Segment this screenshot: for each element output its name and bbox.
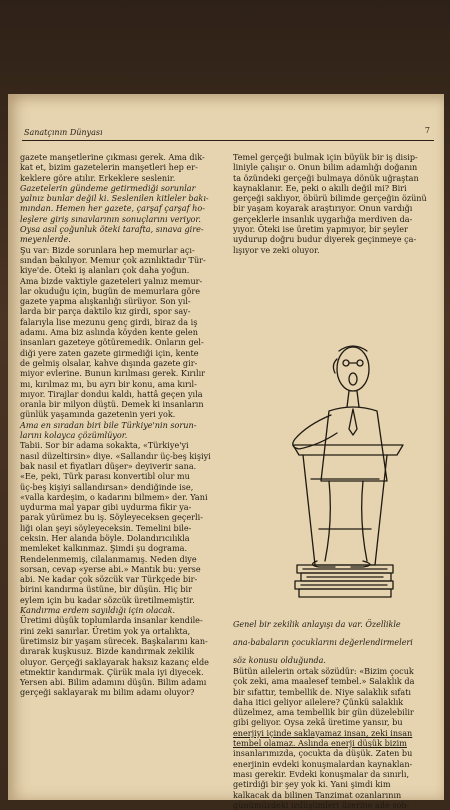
left-column-line: birini kandırma üstüne, bir düşün. Hiç bir (20, 584, 192, 595)
left-column-line: adamı. Ama biz aslında köyden kente gelen (20, 327, 198, 338)
left-column-line: Gazetelerin gündeme getirmediği sorunlar (20, 182, 196, 193)
left-column-line: sından bakılıyor. Memur çok azınlıktadır Tür- (20, 254, 206, 265)
left-column-line: larda bir parça daktilo kız girdi, spor say- (20, 306, 191, 317)
left-column-line: kiye'de. Öteki iş alanları çok daha yoğun. (20, 265, 190, 276)
left-column-line: «Ee, peki, Türk parası konvertibl olur mu (20, 471, 190, 482)
left-column-line: mıyor. Tirajlar donduı kaldı, hattâ geçen yıla (20, 388, 203, 399)
left-column-line: sorsan, cevap «yerse abi.» Mantık bu: yerse (20, 563, 201, 574)
left-column-line: Şu var: Bizde sorunlara hep memurlar açı- (20, 244, 195, 255)
caption-line: ana-babaların çocuklarını değerlendirmeleri (233, 638, 413, 648)
left-column-line: nasıl düzeltirsin» diye. «Sallandır üç-beş kişiyi (20, 450, 211, 461)
right-column-bottom-line: kalkacak da bilinen Tanzimat ozanlarının (233, 789, 402, 800)
left-column-line: günlük yaşamında gazetenin yeri yok. (20, 409, 176, 420)
left-column-line: memleket kalkınmaz. Şimdi şu dograma. (20, 543, 188, 554)
left-column-line: leşlere giriş sınavlarının sonuçlarını veriyor. (20, 213, 201, 224)
left-column-line: diği yere zaten gazete girmediği için, kente (20, 347, 199, 358)
right-column-bottom-line: Bütün ailelerin ortak sözüdür: «Bizim çocuk (233, 666, 414, 676)
left-column-line: gerçeği saklayarak mı bilim adamı oluyor? (20, 687, 195, 698)
cartoon-illustration (233, 329, 433, 609)
left-column-line: Rendelenmemiş, cilalanmamış. Neden diye (20, 553, 197, 564)
right-column-bottom-line: gibi geliyor. Oysa zekâ üretime yansır, bu (233, 717, 403, 728)
right-column-top-line: ta özündeki gerçeği bulmaya dönük uğraştan (233, 172, 419, 183)
caption-line: Genel bir zekilik anlayışı da var. Özellikle (233, 620, 401, 629)
left-column-line: insanları gazeteye götüremedik. Onların gel- (20, 337, 204, 348)
left-column-line: dırarak kuşkusuz. Bizde kandırmak zekilik (20, 646, 195, 657)
left-column-line: Tabii. Sor bir adama sokakta, «Türkiye'yi (20, 440, 189, 451)
left-column-line: üretimsiz bir yaşam sürecek. Başkalarını kan- (20, 635, 208, 646)
cartoon-man-at-podium-icon (233, 329, 433, 609)
right-column-top-line: bir yaşam koyarak araştırıyor. Onun vardığı (233, 203, 413, 214)
right-column-top-line: yıyor. Öteki ise üretim yapmıyor, bir şeyler (233, 224, 408, 235)
left-column-line: falarıyla lise mezunu genç girdi, biraz da iş (20, 316, 198, 327)
left-column-line: üç-beş kişiyi sallandırsan» dendiğinde ise, (20, 481, 194, 492)
left-column-line: miyor evlerine. Bunun kırılması gerek. Kırılır (20, 368, 206, 379)
left-column-line: rini zeki sanırlar. Üretim yok ya ortalıkta, (20, 625, 191, 636)
caption-line: söz konusu olduğunda. (233, 656, 326, 666)
right-column-bottom-line: bir sıfattır, tembellik de. Niye salaklık sıfatı (233, 686, 412, 697)
right-column-bottom-line: ması gerekir. Evdeki konuşmalar da sınırlı, (233, 768, 410, 779)
left-column-line: Ama en sıradan biri bile Türkiye'nin sorun- (20, 419, 197, 430)
left-column-line: oluyor. Gerçeği saklayarak haksız kazanç elde (20, 656, 209, 667)
left-column-line: keklere göre atılır. Erkeklere seslenir. (20, 172, 176, 183)
right-column-bottom (233, 666, 433, 810)
left-column-line: «valla kardeşim, o kadarını bilmem» der. Yani (20, 491, 208, 502)
right-column-top-line: Temel gerçeği bulmak için büyük bir iş disip- (233, 152, 418, 162)
right-column-top-line: lışıyor ve zeki oluyor. (233, 244, 320, 255)
left-column-line: oranla bir milyon düştü. Demek ki insanların (20, 399, 204, 410)
left-column-line: parak yürümez bu iş. Söyleyeceksen geçerli- (20, 512, 203, 523)
left-column-line: liği olan şeyi söyleyeceksin. Temelini bile- (20, 522, 192, 533)
right-column-bottom-line: günümüzdeki izdüşümleri üzerine aile soh- (233, 799, 410, 810)
running-title: Sanatçının Dünyası (24, 128, 103, 137)
magazine-page (8, 94, 444, 810)
right-column-bottom-line: düzelmez, ama tembellik bir gün düzelebilir (233, 707, 414, 718)
left-column-line: etmektir kandırmak. Çürük mala iyi diyecek. (20, 666, 204, 677)
left-column-line: mından. Hemen her gazete, çarşaf çarşaf ho- (20, 203, 206, 214)
left-column-line: Üretimi düşük toplumlarda insanlar kendile- (20, 615, 203, 626)
right-column-top (233, 152, 433, 255)
right-column-bottom-line: enerjiyi içinde saklayamaz insan, zeki insan (233, 727, 413, 738)
right-column-bottom-line: daha itici geliyor ailelere? Çünkü salaklık (233, 696, 404, 707)
left-column-line: Kandırma erdem sayıldığı için olacak. (20, 605, 176, 616)
right-column-top-line: liniyle çalışır o. Onun bilim adamlığı doğanın (233, 162, 418, 173)
right-column-bottom-line: enerjinin evdeki konuşmalardan kaynaklan- (233, 758, 413, 769)
right-column-bottom-line: getirdiği bir şey yok ki. Yani şimdi kim (233, 779, 391, 790)
left-column-line: Ama bizde vaktiyle gazeteleri yalnız memur- (20, 275, 203, 286)
left-column (20, 152, 218, 698)
left-column-line: lar okuduğu için, bugün de memurlara göre (20, 285, 201, 296)
left-column-line: eylem için bu kadar sözcük üretilmemiştir. (20, 594, 195, 605)
left-column-line: abi. Ne kadar çok sözcük var Türkçede bir- (20, 574, 198, 585)
left-column-line: kat et, bizim gazetelerin manşetleri hep er- (20, 162, 198, 173)
page-number: 7 (424, 126, 430, 135)
left-column-line: yalnız bunlar değil ki. Seslenilen kitleler bakı- (20, 193, 209, 204)
right-column-top-line: kaynaklanır. Ee, peki o akıllı değil mi? Biri (233, 182, 407, 193)
left-column-line: ceksin. Her alanda böyle. Dolandırıcılıkla (20, 532, 190, 543)
right-column-bottom-line: tembel olamaz. Aslında enerji düşük bizim (233, 738, 407, 749)
right-column-top-line: gerçeklerle insanlık uygarlığa merdiven da- (233, 213, 413, 224)
left-column-line: Yersen abi. Bilim adamını düşün. Bilim adamı (20, 677, 207, 688)
left-column-line: larını kolayca çözümlüyor. (20, 430, 128, 441)
left-column-line: uydurma mal yapar gibi uydurma fikir ya- (20, 502, 192, 513)
page-header (22, 124, 434, 141)
right-column-top-line: gerçeği saklıyor, öbürü bilimde gerçeğin özünü (233, 193, 427, 204)
left-column-line: mı, kırılmaz mı, bu ayrı bir konu, ama kırıl- (20, 378, 197, 389)
left-column-line: bak nasıl et fiyatları düşer» deyiverir sana. (20, 460, 197, 471)
left-column-line: gazete yapma alışkanlığı sürüyor. Son yıl- (20, 296, 191, 307)
right-column-top-line: uydurup doğru budur diyerek geçinmeye ça- (233, 234, 417, 245)
left-column-line: gazete manşetlerine çıkması gerek. Ama dik- (20, 152, 205, 162)
right-column-bottom-line: insanlarımızda, çocukta da düşük. Zaten bu (233, 748, 413, 759)
left-column-line: Oysa asıl çoğunluk öteki tarafta, sınava gire- (20, 224, 204, 235)
left-column-line: meyenlerde. (20, 234, 71, 245)
left-column-line: de gelmiş olsalar, kahve dışında gazete gir- (20, 357, 198, 368)
right-column-bottom-line: çok zeki, ama maalesef tembel.» Salaklık da (233, 676, 415, 687)
